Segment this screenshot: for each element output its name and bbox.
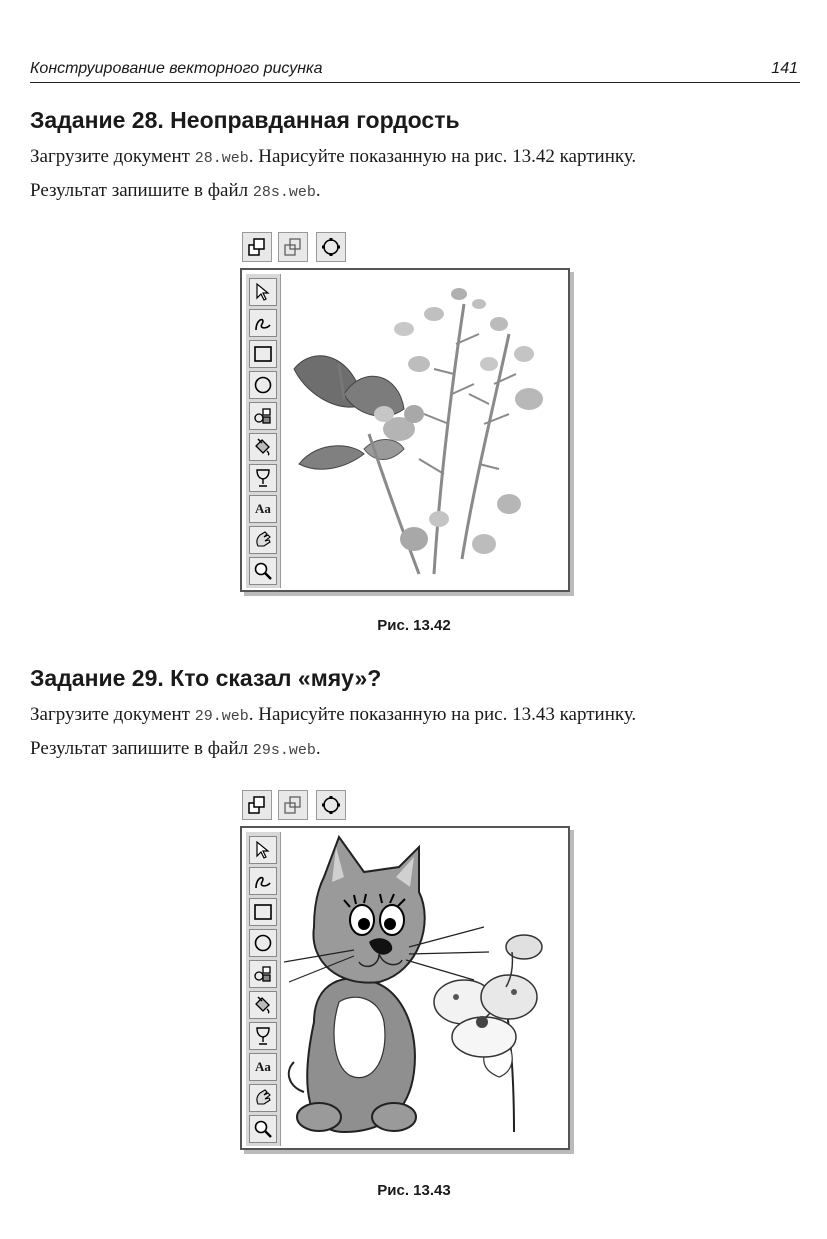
arrow-pointer-icon xyxy=(253,840,273,860)
editor-window xyxy=(240,268,570,592)
shapes-icon xyxy=(253,406,273,426)
canvas[interactable] xyxy=(284,832,564,1146)
hand-icon xyxy=(253,1088,273,1108)
running-title: Конструирование векторного рисунка xyxy=(30,60,323,77)
text-tool[interactable] xyxy=(249,1053,277,1081)
hand-icon xyxy=(253,530,273,550)
transparency-tool[interactable] xyxy=(249,1022,277,1050)
task-29-line-2: Результат запишите в файл 29s.web. xyxy=(30,738,321,759)
group-icon xyxy=(247,795,267,815)
task-28-heading: Задание 28. Неоправданная гордость xyxy=(30,107,460,133)
wine-glass-icon xyxy=(253,1026,273,1046)
task-29-input-file: 29.web xyxy=(194,708,249,725)
transparency-tool[interactable] xyxy=(249,464,277,492)
toolbox xyxy=(246,274,281,588)
rotate-button[interactable] xyxy=(316,232,346,262)
ellipse-tool[interactable] xyxy=(249,929,277,957)
task-28-line-1: Загрузите документ 28.web. Нарисуйте показанную на рис. 13.42 картинку. xyxy=(30,146,637,167)
magnifier-icon xyxy=(253,561,273,581)
task-29-output-file: 29s.web xyxy=(252,742,316,759)
rotate-icon xyxy=(321,795,341,815)
flower-plant-illustration xyxy=(284,274,564,588)
hand-tool[interactable] xyxy=(249,526,277,554)
shapes-tool[interactable] xyxy=(249,960,277,988)
group-icon xyxy=(247,237,267,257)
fill-tool[interactable] xyxy=(249,433,277,461)
text-tool-label: Aa xyxy=(255,1059,271,1074)
cat-with-flower-illustration xyxy=(284,832,564,1146)
curve-tool[interactable] xyxy=(249,867,277,895)
curve-tool[interactable] xyxy=(249,309,277,337)
task-29-text xyxy=(30,699,800,767)
ellipse-icon xyxy=(253,375,273,395)
paint-bucket-icon xyxy=(253,995,273,1015)
ungroup-icon xyxy=(283,795,303,815)
rectangle-tool[interactable] xyxy=(249,340,277,368)
text-tool-label: Aa xyxy=(255,501,271,516)
group-button[interactable] xyxy=(242,790,272,820)
figure-13-43-caption: Рис. 13.43 xyxy=(377,1182,451,1199)
hand-tool[interactable] xyxy=(249,1084,277,1112)
select-tool[interactable] xyxy=(249,278,277,306)
canvas[interactable] xyxy=(284,274,564,588)
text-tool[interactable] xyxy=(249,495,277,523)
select-tool[interactable] xyxy=(249,836,277,864)
ungroup-button[interactable] xyxy=(278,232,308,262)
running-head xyxy=(30,60,800,83)
task-29-heading: Задание 29. Кто сказал «мяу»? xyxy=(30,665,382,691)
fill-tool[interactable] xyxy=(249,991,277,1019)
arrow-pointer-icon xyxy=(253,282,273,302)
figure-13-42 xyxy=(240,232,585,602)
toolbox xyxy=(246,832,281,1146)
shapes-icon xyxy=(253,964,273,984)
editor-window xyxy=(240,826,570,1150)
curve-icon xyxy=(253,871,273,891)
curve-icon xyxy=(253,313,273,333)
task-28-output-file: 28s.web xyxy=(252,184,316,201)
ellipse-icon xyxy=(253,933,273,953)
shapes-tool[interactable] xyxy=(249,402,277,430)
rectangle-tool[interactable] xyxy=(249,898,277,926)
zoom-tool[interactable] xyxy=(249,557,277,585)
ungroup-icon xyxy=(283,237,303,257)
rectangle-icon xyxy=(253,344,273,364)
rotate-icon xyxy=(321,237,341,257)
rotate-button[interactable] xyxy=(316,790,346,820)
magnifier-icon xyxy=(253,1119,273,1139)
paint-bucket-icon xyxy=(253,437,273,457)
task-28-input-file: 28.web xyxy=(194,150,249,167)
zoom-tool[interactable] xyxy=(249,1115,277,1143)
rectangle-icon xyxy=(253,902,273,922)
task-29-line-1: Загрузите документ 29.web. Нарисуйте показанную на рис. 13.43 картинку. xyxy=(30,704,637,725)
task-28-text xyxy=(30,141,800,209)
ellipse-tool[interactable] xyxy=(249,371,277,399)
page-number: 141 xyxy=(771,60,798,77)
task-28-line-2: Результат запишите в файл 28s.web. xyxy=(30,180,321,201)
figure-13-43 xyxy=(240,790,585,1160)
group-button[interactable] xyxy=(242,232,272,262)
ungroup-button[interactable] xyxy=(278,790,308,820)
wine-glass-icon xyxy=(253,468,273,488)
figure-13-42-caption: Рис. 13.42 xyxy=(377,617,451,634)
